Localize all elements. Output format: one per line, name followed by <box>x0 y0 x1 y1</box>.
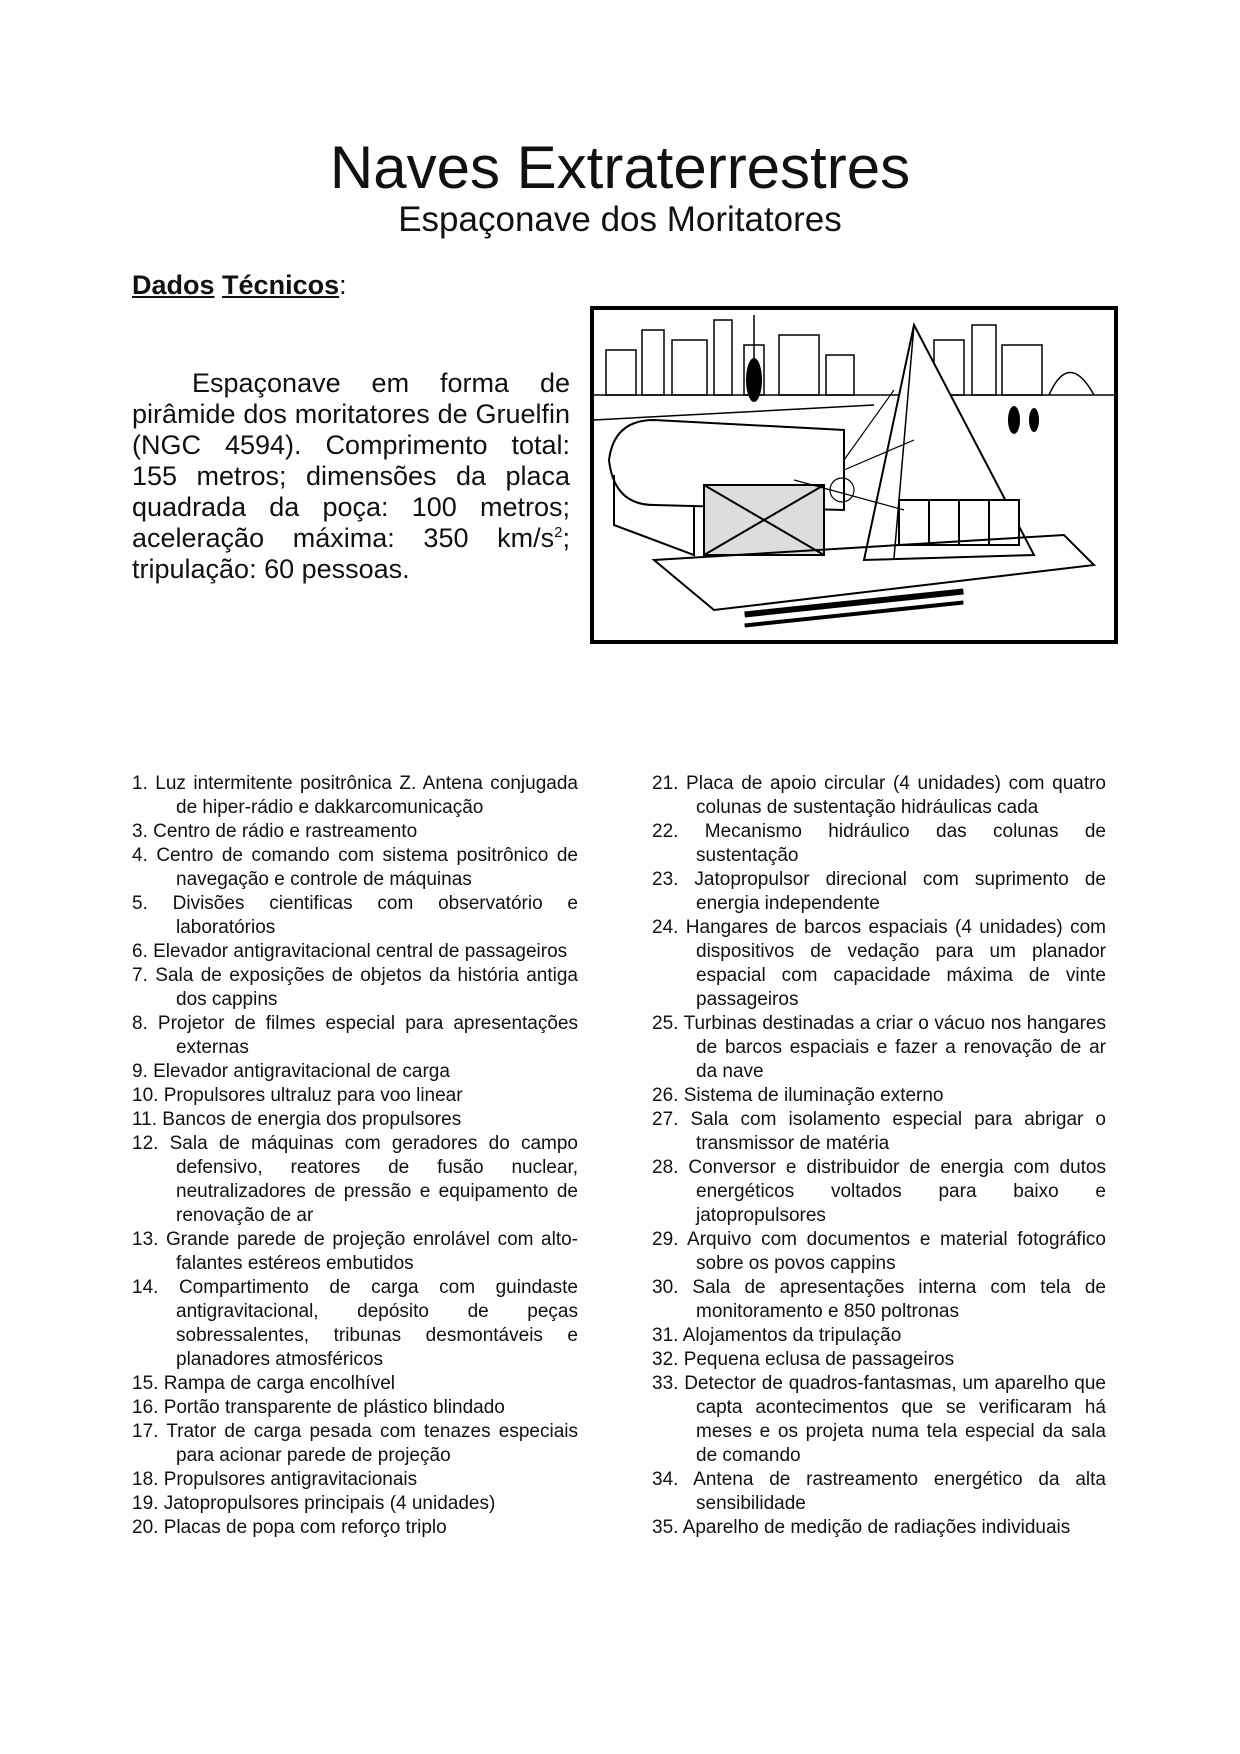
legend-item: 9. Elevador antigravitacional de carga <box>132 1061 450 1082</box>
legend-list-right <box>652 772 1106 1540</box>
legend-item: 31. Alojamentos da tripulação <box>652 1325 902 1346</box>
legend-item: 34. Antena de rastreamento energético da alta sensibilidade <box>652 1469 1106 1514</box>
projection-wall-icon <box>609 420 844 555</box>
legend-item: 5. Divisões cientificas com observatório e laboratórios <box>132 893 578 938</box>
legend-item: 20. Placas de popa com reforço triplo <box>132 1517 447 1538</box>
legend-item: 6. Elevador antigravitacional central de passageiros <box>132 941 568 962</box>
heading-word-dados: Dados <box>132 270 215 300</box>
tech-text-superscript: 2 <box>554 524 563 541</box>
legend-item: 15. Rampa de carga encolhível <box>132 1373 395 1394</box>
tech-text-main: Espaçonave em forma de pirâmide dos moritatores de Gruelfin (NGC 4594). Comprimento total: 155 metros; dimensões da placa quadrada da poça: 100 metros; aceleração máxima: 350 km/s <box>132 368 570 553</box>
legend-item: 28. Conversor e distribuidor de energia com dutos energéticos voltados para baixo e jatopropulsores <box>652 1157 1106 1226</box>
legend-item: 12. Sala de máquinas com geradores do campo defensivo, reatores de fusão nuclear, neutralizadores de pressão e equipamento de renovação de ar <box>132 1133 578 1226</box>
legend-item: 32. Pequena eclusa de passageiros <box>652 1349 955 1370</box>
legend-item: 17. Trator de carga pesada com tenazes especiais para acionar parede de projeção <box>132 1421 578 1466</box>
heading-word-tecnicos: Técnicos <box>222 270 340 300</box>
legend-item: 21. Placa de apoio circular (4 unidades) com quatro colunas de sustentação hidráulicas cada <box>652 773 1106 818</box>
pyramid-spaceship-illustration <box>590 306 1118 644</box>
legend-item: 14. Compartimento de carga com guindaste antigravitacional, depósito de peças sobressalentes, tribunas desmontáveis e planadores atmosféricos <box>132 1277 578 1370</box>
page-subtitle: Espaçonave dos Moritatores <box>398 200 842 239</box>
legend-item: 10. Propulsores ultraluz para voo linear <box>132 1085 463 1106</box>
legend-item: 35. Aparelho de medição de radiações individuais <box>652 1517 1071 1538</box>
pyramid-ship-icon <box>864 325 1034 560</box>
legend-item: 22. Mecanismo hidráulico das colunas de sustentação <box>652 821 1106 866</box>
legend-item: 16. Portão transparente de plástico blindado <box>132 1397 505 1418</box>
legend-item: 29. Arquivo com documentos e material fotográfico sobre os povos cappins <box>652 1229 1106 1274</box>
legend-item: 26. Sistema de iluminação externo <box>652 1085 944 1106</box>
legend-item: 25. Turbinas destinadas a criar o vácuo nos hangares de barcos espaciais e fazer a renovação de ar da nave <box>652 1013 1106 1082</box>
spaceship-drawing <box>594 310 1114 640</box>
legend-item: 33. Detector de quadros-fantasmas, um aparelho que capta acontecimentos que se verificaram há meses e os projeta numa tela especial da sala de comando <box>652 1373 1106 1466</box>
tech-data-heading <box>132 270 347 301</box>
tech-data-paragraph <box>132 368 570 585</box>
legend-item: 27. Sala com isolamento especial para abrigar o transmissor de matéria <box>652 1109 1106 1154</box>
legend-item: 8. Projetor de filmes especial para apresentações externas <box>132 1013 578 1058</box>
city-skyline-icon <box>594 315 1114 420</box>
legend-item: 1. Luz intermitente positrônica Z. Antena conjugada de hiper-rádio e dakkarcomunicação <box>132 773 578 818</box>
legend-item: 24. Hangares de barcos espaciais (4 unidades) com dispositivos de vedação para um planador espacial com capacidade máxima de vinte passageiros <box>652 917 1106 1010</box>
legend-item: 7. Sala de exposições de objetos da história antiga dos cappins <box>132 965 578 1010</box>
legend-list-left <box>132 772 578 1540</box>
legend-item: 30. Sala de apresentações interna com tela de monitoramento e 850 poltronas <box>652 1277 1106 1322</box>
legend-item: 19. Jatopropulsores principais (4 unidades) <box>132 1493 496 1514</box>
tech-text-end: ; tripulação: 60 pessoas. <box>132 523 570 584</box>
legend-item: 11. Bancos de energia dos propulsores <box>132 1109 462 1130</box>
heading-colon: : <box>339 270 347 300</box>
legend-item: 4. Centro de comando com sistema positrônico de navegação e controle de máquinas <box>132 845 578 890</box>
legend-item: 18. Propulsores antigravitacionais <box>132 1469 418 1490</box>
legend-item: 3. Centro de rádio e rastreamento <box>132 821 418 842</box>
legend-item: 23. Jatopropulsor direcional com suprimento de energia independente <box>652 869 1106 914</box>
page-title: Naves Extraterrestres <box>329 134 911 201</box>
legend-item: 13. Grande parede de projeção enrolável com alto-falantes estéreos embutidos <box>132 1229 578 1274</box>
